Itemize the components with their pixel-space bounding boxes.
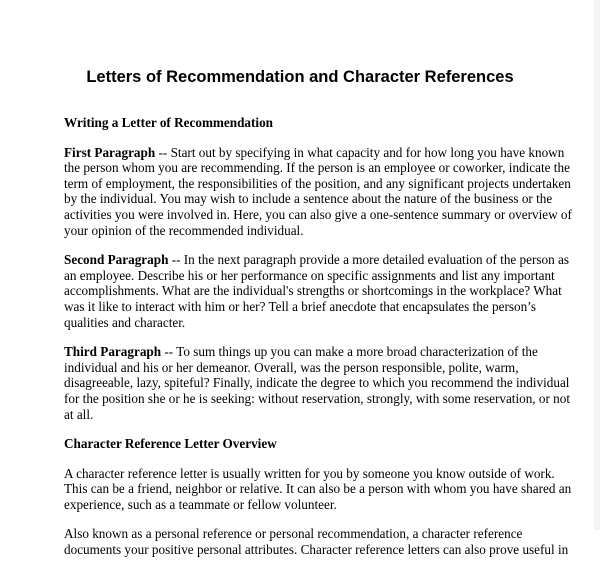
text-line: accomplishments. What are the individual's strengths or shortcomings in the workplace? What (64, 283, 562, 299)
text-line: individual and his or her demeanor. Overall, was the person responsible, polite, warm, (64, 359, 519, 375)
paragraph-personal-reference (64, 526, 569, 558)
scrollbar[interactable] (594, 0, 600, 530)
text-line: activities you were involved in. Here, you can also give a one-sentence summary or overview of (64, 206, 572, 222)
paragraph-label-first: First Paragraph (64, 144, 156, 160)
text-line: by the individual. You may wish to include a sentence about the nature of the business or the (64, 191, 553, 207)
paragraph-second (64, 252, 570, 330)
text-line: Third Paragraph -- To sum things up you can make a more broad characterization of the (64, 344, 538, 360)
document-title: Letters of Recommendation and Character References (86, 68, 514, 86)
text-line: This can be a friend, neighbor or relative. It can also be a person with whom you have shared an (64, 481, 572, 497)
text-line: Also known as a personal reference or personal recommendation, a character reference (64, 526, 523, 542)
paragraph-label-second: Second Paragraph (64, 252, 169, 268)
text-line: disagreeable, lazy, spiteful? Finally, indicate the degree to which you recommend the individual (64, 375, 570, 391)
text-line: was it like to interact with him or her? Tell a brief anecdote that encapsulates the person’s (64, 298, 536, 314)
section-heading-writing-letter: Writing a Letter of Recommendation (64, 115, 274, 130)
paragraph-label-third: Third Paragraph (64, 344, 162, 360)
text-line: documents your positive personal attributes. Character reference letters can also prove useful in (64, 542, 569, 558)
text-line: an employee. Describe his or her performance on specific assignments and list any important (64, 267, 555, 283)
text-line: at all. (64, 406, 94, 422)
paragraph-third (64, 344, 571, 422)
text-line: A character reference letter is usually written for you by someone you know outside of work. (64, 465, 555, 481)
text-line: qualities and character. (64, 314, 186, 330)
text-line: for the position she or he is seeking: without reservation, strongly, with some reservation, or not (64, 390, 571, 406)
text-line: First Paragraph -- Start out by specifying in what capacity and for how long you have known (64, 144, 565, 160)
text-line: your opinion of the recommended individual. (64, 222, 304, 238)
text-line: term of employment, the responsibilities of the position, and any significant projects undertaken (64, 175, 571, 191)
paragraph-character-reference-intro (64, 465, 572, 513)
document-body (64, 115, 572, 572)
text-line: Second Paragraph -- In the next paragraph provide a more detailed evaluation of the person as (64, 252, 570, 268)
text-line: the person whom you are recommending. If the person is an employee or coworker, indicate the (64, 160, 570, 176)
text-line: experience, such as a teammate or fellow volunteer. (64, 496, 337, 512)
section-heading-character-reference: Character Reference Letter Overview (64, 436, 277, 452)
paragraph-first (64, 144, 572, 239)
